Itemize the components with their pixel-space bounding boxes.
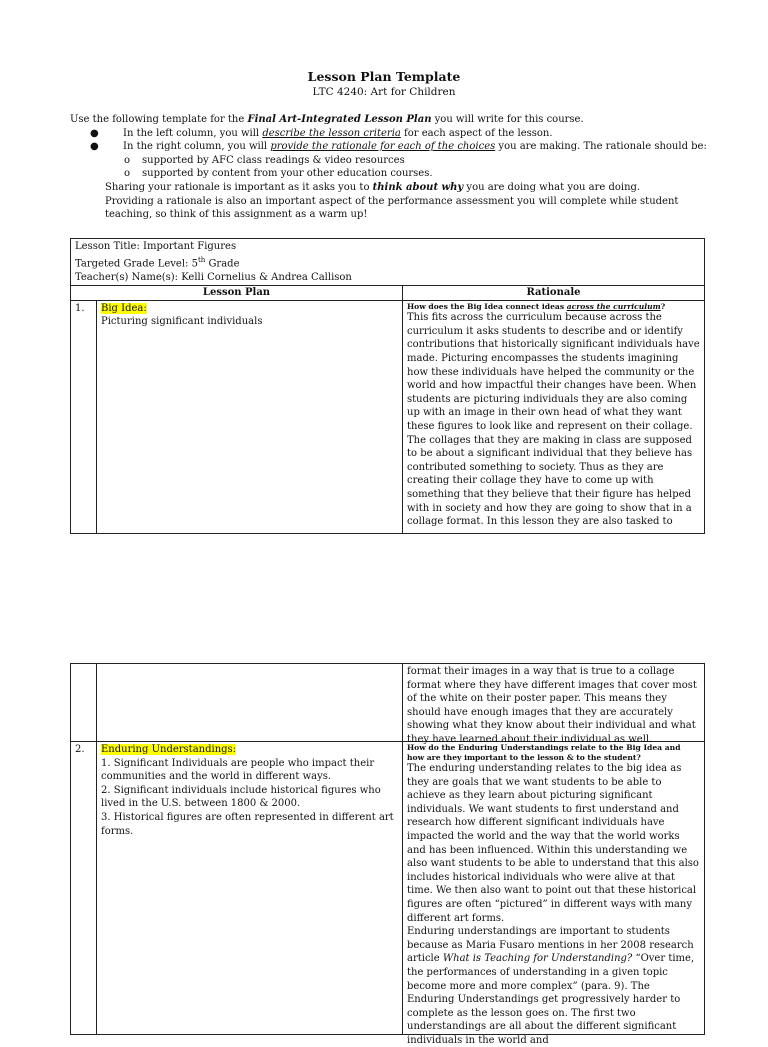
lesson-info-cell: [71, 239, 705, 286]
rationale-text: This fits across the curriculum because across the curriculum it asks students to describe and or identify contributions that historically significant individuals have made. Picturing encompasses the students imagining how these individuals have helped the community or the world and how impactful their changes have been. When students are picturing individuals they are also coming up with an image in their own head of what they want these figures to look like and represent on their collage. The collages that they are making in class are supposed to be about a significant individual that they believe has contributed something to society. Thus as they are creating their collage they have to come up with something that they believe that their figure has helped with in society and how they are going to show that in a collage format. In this lesson they are also tasked to: [407, 312, 700, 528]
table-row: [71, 742, 705, 1035]
circle-bullet-icon: o: [124, 168, 131, 180]
section-label: Big Idea:: [101, 302, 147, 314]
column-header-rationale: Rationale: [403, 286, 705, 301]
big-idea-text: Picturing significant individuals: [101, 316, 263, 328]
understanding-item: 2. Significant individuals include historical figures who lived in the U.S. between 1800 & 2000.: [101, 784, 381, 810]
table-row: [71, 300, 705, 534]
rationale-question: How does the Big Idea connect ideas across the curriculum?: [407, 301, 666, 311]
lesson-header-row: [71, 239, 705, 286]
rationale-cell: [403, 664, 705, 745]
instructions-warmup-note: Providing a rationale is also an important aspect of the performance assessment you will complete while student teaching, so think of this assignment as a warm up!: [105, 195, 679, 221]
instructions-rationale-note: Sharing your rationale is important as it asks you to think about why you are doing what you are doing.: [105, 181, 641, 193]
table-row: [71, 664, 705, 742]
grade-level: Targeted Grade Level: 5th Grade: [75, 255, 240, 269]
circle-bullet-icon: o: [124, 154, 131, 166]
row-number: 1.: [71, 300, 97, 534]
instruction-subbullet: o supported by AFC class readings & video resources: [124, 154, 405, 166]
document-subtitle: LTC 4240: Art for Children: [312, 86, 456, 98]
lesson-plan-cell: [97, 742, 403, 1035]
lesson-plan-cell: [97, 300, 403, 534]
rationale-text: The enduring understanding relates to the big idea as they are goals that we want students to be able to achieve as they learn about picturing significant individuals. We want students to first understand and research how different significant individuals have impacted the world and the way that the world works and has been influenced. Within this understanding we also want students to be able to understand that this also includes historical individuals who were alive at that time. We then also want to point out that these historical figures are often “pictured” in different ways with many different art forms. Enduring understandings are important to students because as Maria Fusaro mentions in her 2008 research article What is Teaching for Understanding? “Over time, the performances of understanding in a given topic become more and more complex” (para. 9). The Enduring Understandings get progressively harder to complete as the lesson goes on. The first two understandings are all about the different significant individuals in the world and: [407, 763, 699, 1046]
row-number: 2.: [71, 742, 97, 1035]
instructions-intro: Use the following template for the Final Art-Integrated Lesson Plan you will write for this course.: [70, 114, 584, 125]
instruction-bullet-right-column: ● In the right column, you will provide the rationale for each of the choices you are making. The rationale should be:: [90, 141, 707, 153]
understanding-item: 3. Historical figures are often represented in different art forms.: [101, 811, 394, 837]
column-header-row: [71, 286, 705, 301]
lesson-plan-table: [70, 238, 705, 534]
document-title: Lesson Plan Template: [307, 69, 461, 84]
row-number: [71, 664, 97, 742]
rationale-text: format their images in a way that is true to a collage format where they have different images that cover most of the white on their poster paper. This means they should have enough images that they are accurately showing what they know about their individual and what they have learned about their individual as well.: [407, 666, 697, 745]
lesson-plan-table-continued: [70, 663, 705, 1046]
lesson-plan-cell: [97, 664, 403, 742]
instruction-bullet-left-column: ● In the left column, you will describe the lesson criteria for each aspect of the lesson.: [90, 127, 553, 139]
teacher-names: Teacher(s) Name(s): Kelli Cornelius & Andrea Callison: [75, 271, 352, 283]
section-label: Enduring Understandings:: [101, 744, 237, 755]
rationale-cell: [403, 300, 705, 534]
understanding-item: 1. Significant Individuals are people who impact their communities and the world in different ways.: [101, 757, 375, 783]
column-header-lesson-plan: Lesson Plan: [71, 286, 403, 301]
rationale-cell: [403, 742, 705, 1046]
rationale-question: How do the Enduring Understandings relate to the Big Idea and how are they important to the lesson & to the student?: [407, 743, 681, 762]
bullet-icon: ●: [90, 127, 99, 139]
bullet-icon: ●: [90, 141, 99, 153]
instruction-subbullet: o supported by content from your other education courses.: [124, 168, 433, 180]
instructions: [70, 113, 710, 222]
lesson-title: Lesson Title: Important Figures: [75, 241, 237, 252]
